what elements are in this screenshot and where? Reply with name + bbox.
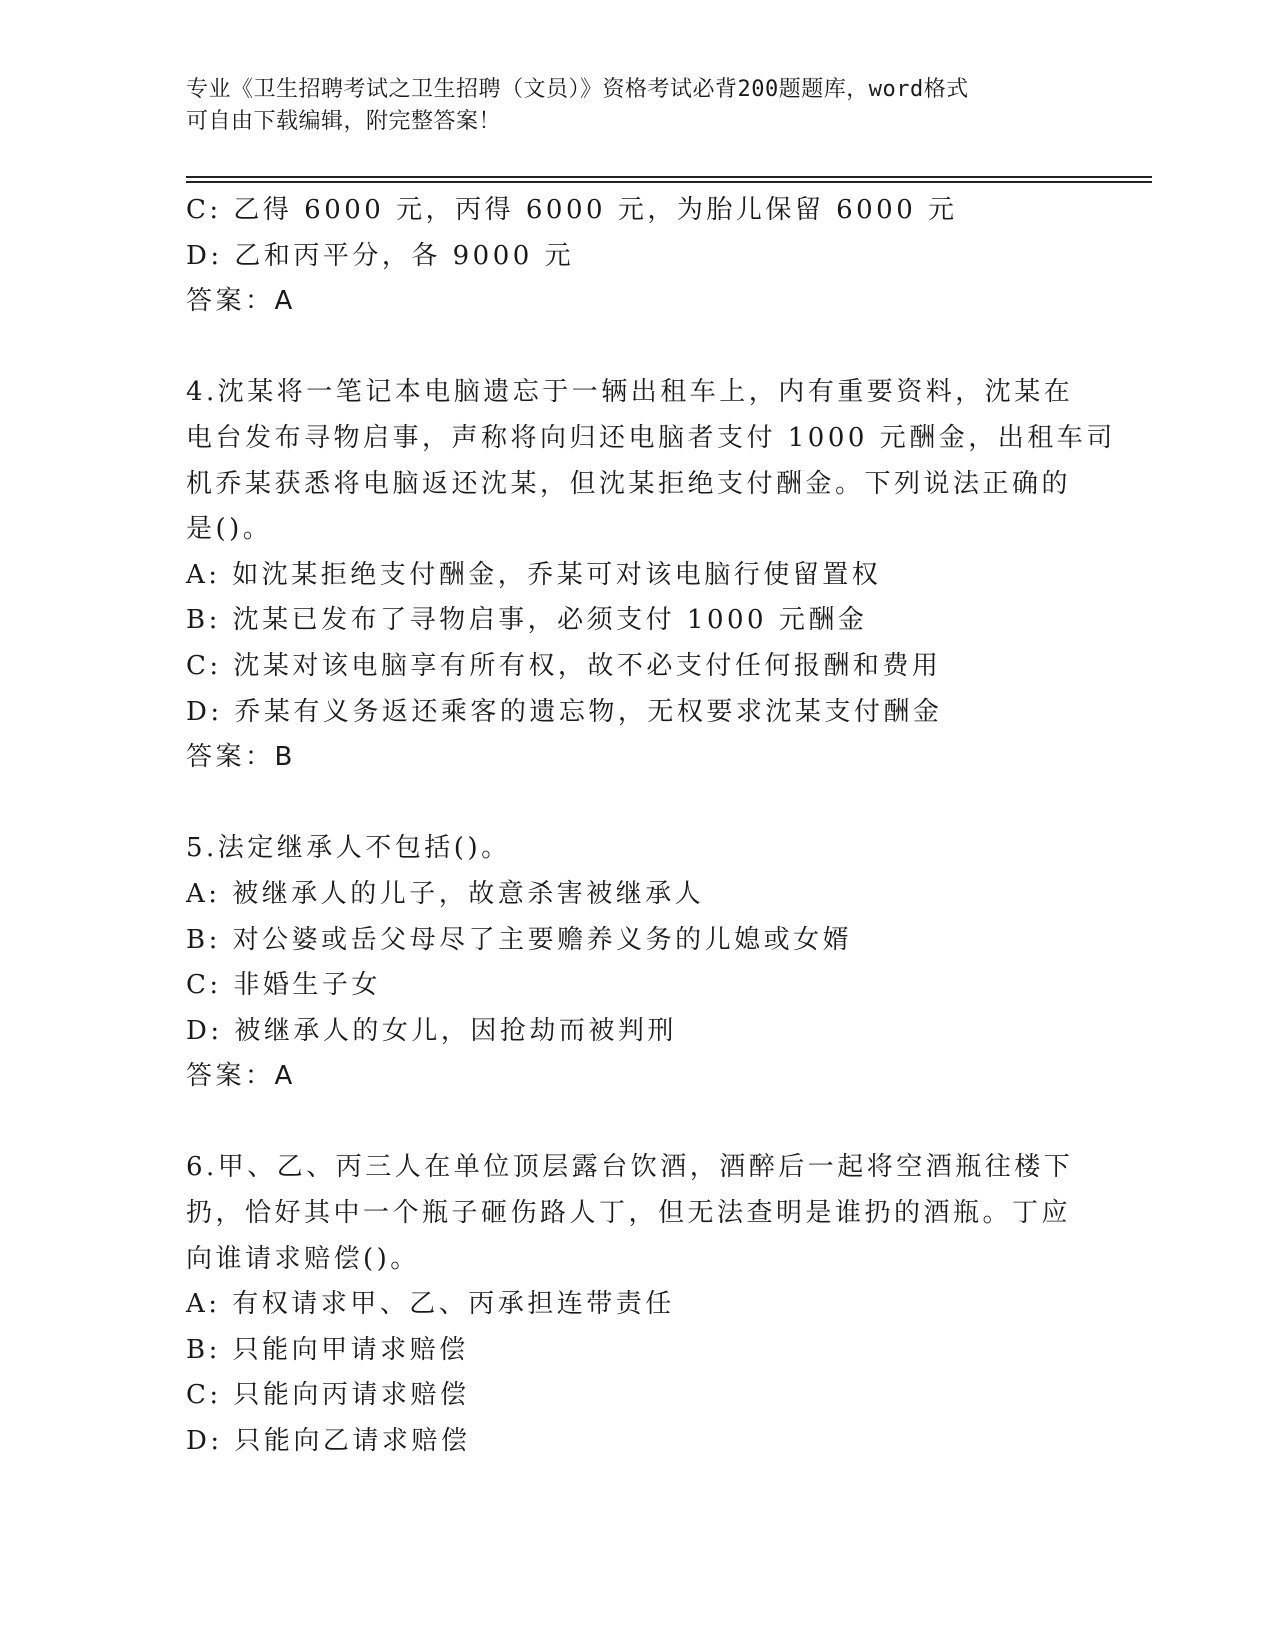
option-d: D: 乙和丙平分，各 9000 元 (186, 240, 575, 271)
answer-line: 答案：B (186, 742, 296, 773)
header-divider-bottom (186, 181, 1152, 183)
spacer (186, 325, 1086, 371)
option-b: B: 沈某已发布了寻物启事，必须支付 1000 元酬金 (186, 605, 868, 636)
option-d: D: 只能向乙请求赔偿 (186, 1426, 471, 1457)
document-body (186, 188, 1116, 1465)
question-stem-line: 6.甲、乙、丙三人在单位顶层露台饮酒，酒醉后一起将空酒瓶往楼下 (186, 1152, 1074, 1183)
question-6 (186, 1145, 1086, 1464)
spacer (186, 781, 1086, 827)
question-stem-line: 4.沈某将一笔记本电脑遗忘于一辆出租车上，内有重要资料，沈某在 (186, 377, 1074, 408)
question-stem-line: 5.法定继承人不包括()。 (186, 833, 511, 864)
header-title-line-2: 可自由下载编辑，附完整答案！ (186, 109, 502, 134)
document-header (186, 74, 1086, 138)
option-b: B: 只能向甲请求赔偿 (186, 1334, 469, 1365)
answer-line: 答案：A (186, 286, 296, 317)
spacer (186, 1100, 1086, 1146)
question-stem-line: 电台发布寻物启事，声称将向归还电脑者支付 1000 元酬金，出租车司 (186, 422, 1116, 453)
option-c: C: 只能向丙请求赔偿 (186, 1380, 470, 1411)
option-d: D: 被继承人的女儿，因抢劫而被判刑 (186, 1015, 677, 1046)
option-a: A: 被继承人的儿子，故意杀害被继承人 (186, 878, 705, 909)
option-d: D: 乔某有义务返还乘客的遗忘物，无权要求沈某支付酬金 (186, 696, 943, 727)
answer-line: 答案：A (186, 1061, 296, 1092)
question-stem-line: 向谁请求赔偿()。 (186, 1243, 420, 1274)
header-divider-top (186, 176, 1152, 178)
question-3-tail (186, 188, 1086, 325)
question-stem-line: 是()。 (186, 514, 273, 545)
question-stem-line: 机乔某获悉将电脑返还沈某，但沈某拒绝支付酬金。下列说法正确的 (186, 468, 1072, 499)
question-stem-line: 扔，恰好其中一个瓶子砸伤路人丁，但无法查明是谁扔的酒瓶。丁应 (186, 1198, 1072, 1229)
option-c: C: 乙得 6000 元，丙得 6000 元，为胎儿保留 6000 元 (186, 195, 958, 225)
question-4 (186, 370, 1116, 780)
header-title-line-1: 专业《卫生招聘考试之卫生招聘（文员）》资格考试必背200题题库，word格式 (186, 77, 969, 102)
option-b: B: 对公婆或岳父母尽了主要赡养义务的儿媳或女婿 (186, 924, 853, 955)
option-a: A: 如沈某拒绝支付酬金，乔某可对该电脑行使留置权 (186, 559, 882, 590)
question-5 (186, 826, 1086, 1100)
option-a: A: 有权请求甲、乙、丙承担连带责任 (186, 1289, 675, 1320)
option-c: C: 非婚生子女 (186, 970, 381, 1001)
option-c: C: 沈某对该电脑享有所有权，故不必支付任何报酬和费用 (186, 650, 942, 681)
